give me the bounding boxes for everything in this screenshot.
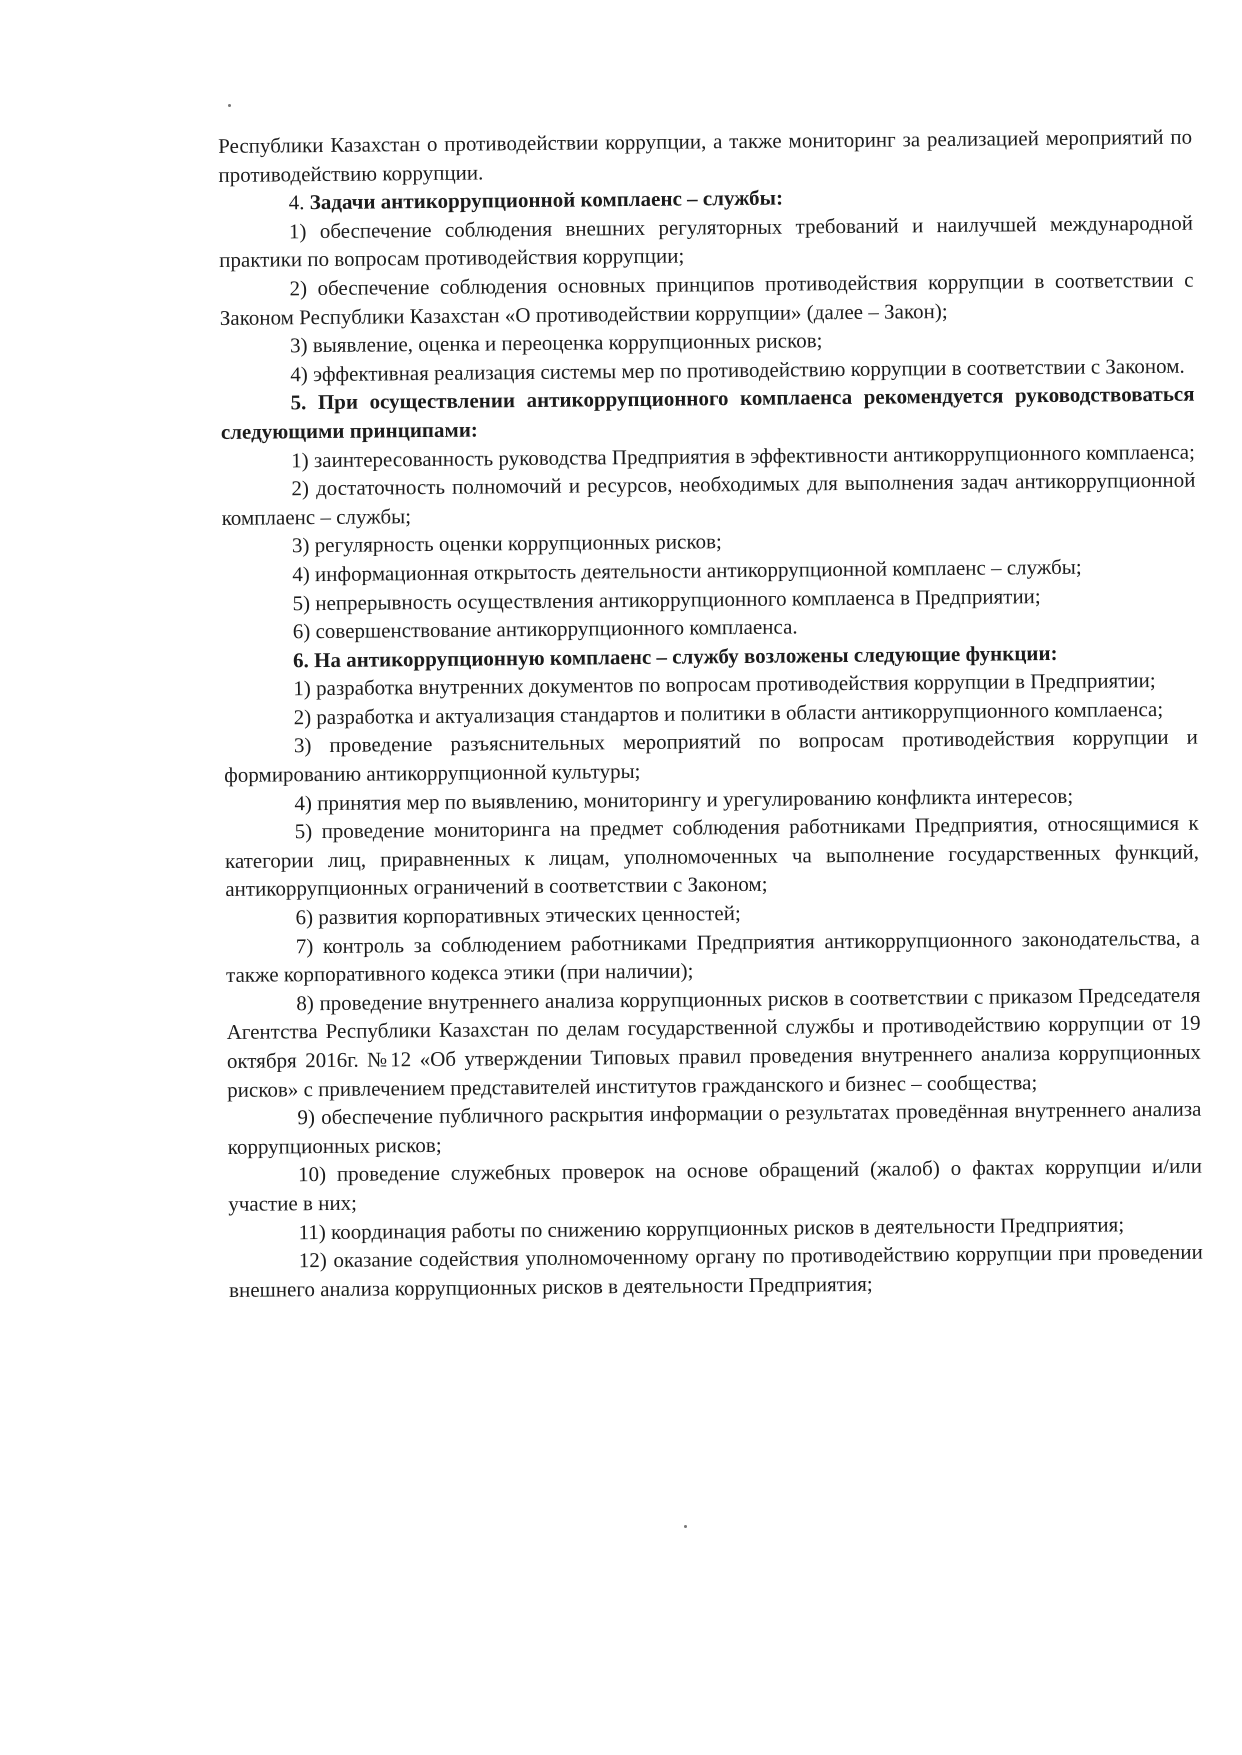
paragraph: 11) координация работы по снижению коррупционных рисков в деятельности Предприятия;	[298, 1211, 1125, 1244]
paragraph: 1) разработка внутренних документов по вопросам противодействия коррупции в Предприятии;	[293, 668, 1156, 701]
paragraph: 7) контроль за соблюдением работниками Предприятия антикоррупционного законодательства, а также корпоративного кодекса этики (при наличии);	[225, 925, 1200, 988]
paragraph: 5) проведение мониторинга на предмет соблюдения работниками Предприятия, относящимися к категории лиц, приравненных к лицам, уполномоченных ча выполнение государственных функций, антикоррупционных ограничений в соответствии с Законом;	[224, 810, 1200, 902]
paragraph: 6. На антикоррупционную комплаенс – службу возложены следующие функции:	[292, 640, 1058, 672]
paragraph: 4) информационная открытость деятельности антикоррупционной комплаенс – службы;	[292, 554, 1082, 587]
paragraph: 10) проведение служебных проверок на основе обращений (жалоб) о фактах коррупции и/или участие в них;	[228, 1153, 1203, 1216]
paragraph: 4) принятия мер по выявлению, мониторингу и урегулированию конфликта интересов;	[294, 783, 1074, 815]
paragraph: 9) обеспечение публичного раскрытия информации о результатах проведённая внутреннего анализа коррупционных рисков;	[227, 1096, 1202, 1159]
document-body	[218, 123, 1203, 1305]
paragraph: 2) обеспечение соблюдения основных принципов противодействия коррупции в соответствии с Законом Республики Казахстан «О противодействии коррупции» (далее – Закон);	[219, 267, 1194, 330]
paragraph: 1) заинтересованность руководства Предприятия в эффективности антикоррупционного комплаенса;	[291, 439, 1195, 472]
paragraph: 4) эффективная реализация системы мер по противодействию коррупции в соответствии с Законом.	[290, 353, 1185, 387]
paragraph: 3) выявление, оценка и переоценка коррупционных рисков;	[289, 328, 823, 358]
scan-speck	[228, 104, 231, 107]
paragraph: 4. Задачи антикоррупционной комплаенс – службы:	[288, 185, 784, 215]
paragraph: 6) развития корпоративных этических ценностей;	[295, 901, 741, 930]
paragraph: 3) проведение разъяснительных мероприятий по вопросам противодействия коррупции и формированию антикоррупционной культуры;	[224, 725, 1198, 788]
paragraph: 12) оказание содействия уполномоченному органу по противодействию коррупции при проведении внешнего анализа коррупционных рисков в деятельности Предприятия;	[228, 1239, 1203, 1302]
paragraph: 5) непрерывность осуществления антикоррупционного комплаенса в Предприятии;	[292, 583, 1041, 615]
paragraph: 6) совершенствование антикоррупционного комплаенса.	[292, 614, 798, 644]
paragraph: Республики Казахстан о противодействии коррупции, а также мониторинг за реализацией мероприятий по противодействию коррупции.	[218, 124, 1193, 187]
paragraph: 1) обеспечение соблюдения внешних регуляторных требований и наилучшей международной практики по вопросам противодействия коррупции;	[219, 210, 1194, 273]
paragraph: 5. При осуществлении антикоррупционного комплаенса рекомендуется руководствоваться следующими принципами:	[220, 381, 1195, 444]
paragraph: 2) достаточность полномочий и ресурсов, необходимых для выполнения задач антикоррупционной комплаенс – службы;	[221, 467, 1196, 530]
paragraph: 8) проведение внутреннего анализа коррупционных рисков в соответствии с приказом Председателя Агентства Республики Казахстан по делам государственной службы и противодействию коррупции от 19 октября 2016г. №12 «Об утверждении Типовых правил проведения внутреннего анализа коррупционных рисков» с привлечением представителей институтов гражданского и бизнес – сообщества;	[226, 982, 1201, 1102]
paragraph: 2) разработка и актуализация стандартов и политики в области антикоррупционного комплаенса;	[293, 696, 1164, 730]
paragraph: 3) регулярность оценки коррупционных рисков;	[291, 529, 722, 558]
scan-speck	[684, 1525, 687, 1528]
